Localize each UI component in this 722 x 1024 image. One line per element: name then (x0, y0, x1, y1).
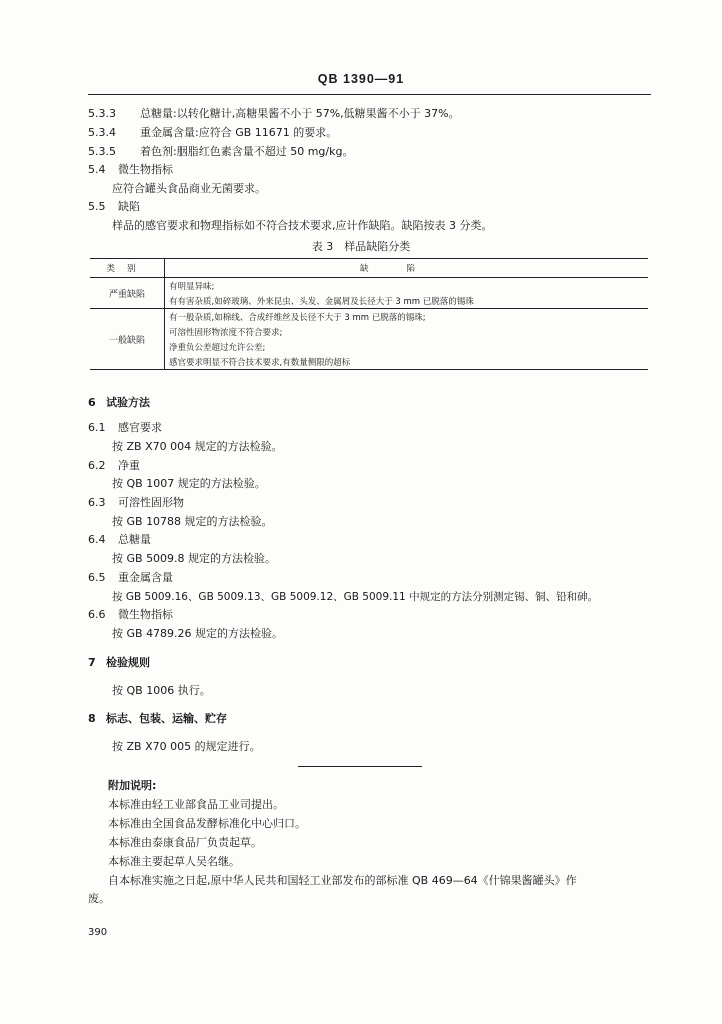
clause-text: 着色剂:胭脂红色素含量不超过 50 mg/kg。 (140, 145, 354, 158)
header-rule (88, 94, 651, 95)
table-row (90, 293, 648, 309)
additional-note-tail: 废。 (88, 892, 110, 905)
category-serious: 严重缺陷 (90, 278, 165, 309)
clause-6-3-body: 按 GB 10788 规定的方法检验。 (112, 515, 273, 528)
clause-title: 净重 (118, 459, 140, 472)
clause-6-4-heading (88, 533, 151, 547)
clause-number: 6.6 (88, 608, 106, 621)
additional-note-line: 本标准由全国食品发酵标准化中心归口。 (108, 817, 306, 830)
standard-code-header: QB 1390—91 (317, 72, 405, 86)
additional-note-line: 本标准由轻工业部食品工业司提出。 (108, 798, 284, 811)
column-header-category: 类别 (90, 259, 165, 278)
defect-item: 有明显异味; (169, 281, 215, 292)
page-number: 390 (88, 927, 108, 938)
clause-6-5-body: 按 GB 5009.16、GB 5009.13、GB 5009.12、GB 5009.11 中规定的方法分别测定锡、铜、铅和砷。 (112, 591, 599, 603)
clause-5-4 (88, 163, 173, 177)
table-row (90, 309, 648, 325)
clause-text: 总糖量:以转化糖计,高糖果酱不小于 57%,低糖果酱不小于 37%。 (140, 107, 460, 120)
defect-item: 可溶性固形物浓度不符合要求; (169, 327, 283, 338)
section-title: 检验规则 (106, 656, 150, 669)
clause-number: 5.3.3 (88, 107, 116, 120)
clause-6-2-body: 按 QB 1007 规定的方法检验。 (112, 477, 266, 490)
clause-number: 5.5 (88, 200, 106, 213)
column-header-defect: 缺陷 (165, 259, 649, 278)
table-row (90, 339, 648, 354)
section-6-heading (88, 396, 150, 410)
clause-5-3-3 (88, 107, 460, 121)
clause-number: 5.4 (88, 163, 106, 176)
clause-6-6-heading (88, 608, 173, 622)
clause-number: 6.4 (88, 533, 106, 546)
clause-6-1-heading (88, 421, 162, 435)
clause-text: 样品的感官要求和物理指标如不符合技术要求,应计作缺陷。缺陷按表 3 分类。 (112, 219, 493, 232)
section-7-heading (88, 656, 150, 670)
clause-text: 应符合罐头食品商业无菌要求。 (112, 182, 266, 195)
clause-text: 缺陷 (118, 200, 140, 213)
clause-title: 微生物指标 (118, 608, 173, 621)
clause-5-4-body (112, 182, 266, 196)
section-number: 7 (88, 656, 96, 669)
section-title: 标志、包装、运输、贮存 (106, 712, 227, 725)
defect-item: 有一般杂质,如棉线、合成纤维丝及长径不大于 3 mm 已脱落的锡珠; (169, 312, 426, 323)
section-8-heading (88, 712, 227, 726)
clause-number: 5.3.5 (88, 145, 116, 158)
defect-classification-table (90, 258, 648, 370)
clause-number: 6.3 (88, 496, 106, 509)
clause-number: 5.3.4 (88, 126, 116, 139)
clause-6-1-body: 按 ZB X70 004 规定的方法检验。 (112, 440, 283, 453)
section-number: 8 (88, 712, 96, 725)
clause-6-4-body: 按 GB 5009.8 规定的方法检验。 (112, 552, 277, 565)
clause-title: 重金属含量 (118, 571, 173, 584)
clause-6-6-body: 按 GB 4789.26 规定的方法检验。 (112, 627, 284, 640)
defect-item: 净重负公差超过允许公差; (169, 342, 266, 353)
end-rule (298, 766, 422, 767)
clause-title: 可溶性固形物 (118, 496, 184, 509)
clause-5-5 (88, 200, 140, 214)
additional-note-line: 自本标准实施之日起,原中华人民共和国轻工业部发布的部标准 QB 469—64《什锦果酱罐头》作 (108, 874, 577, 887)
clause-5-3-5 (88, 145, 353, 159)
section-title: 试验方法 (106, 396, 150, 409)
table-row (90, 354, 648, 370)
section-number: 6 (88, 396, 96, 409)
clause-5-3-4 (88, 126, 337, 140)
table-row (90, 324, 648, 339)
table-caption: 表 3 样品缺陷分类 (311, 240, 411, 253)
section-8-body: 按 ZB X70 005 的规定进行。 (112, 740, 261, 753)
clause-6-5-heading (88, 571, 173, 585)
defect-item: 有有害杂质,如碎玻璃、外来昆虫、头发、金属屑及长径大于 3 mm 已脱落的锡珠 (165, 293, 649, 309)
clause-number: 6.1 (88, 421, 106, 434)
additional-notes-title: 附加说明: (108, 779, 157, 792)
clause-title: 总糖量 (118, 533, 151, 546)
table-header-row (90, 259, 648, 278)
clause-5-5-body (112, 219, 493, 233)
clause-text: 微生物指标 (118, 163, 173, 176)
category-general: 一般缺陷 (90, 309, 165, 370)
clause-number: 6.2 (88, 459, 106, 472)
clause-number: 6.5 (88, 571, 106, 584)
clause-6-2-heading (88, 459, 140, 473)
table-row (90, 278, 648, 294)
clause-text: 重金属含量:应符合 GB 11671 的要求。 (140, 126, 338, 139)
defect-item: 感官要求明显不符合技术要求,有数量侧限的超标 (165, 354, 649, 370)
clause-title: 感官要求 (118, 421, 162, 434)
additional-note-line: 本标准由泰康食品厂负责起草。 (108, 836, 262, 849)
additional-note-line: 本标准主要起草人吴名继。 (108, 855, 240, 868)
section-7-body: 按 QB 1006 执行。 (112, 684, 211, 697)
clause-6-3-heading (88, 496, 184, 510)
